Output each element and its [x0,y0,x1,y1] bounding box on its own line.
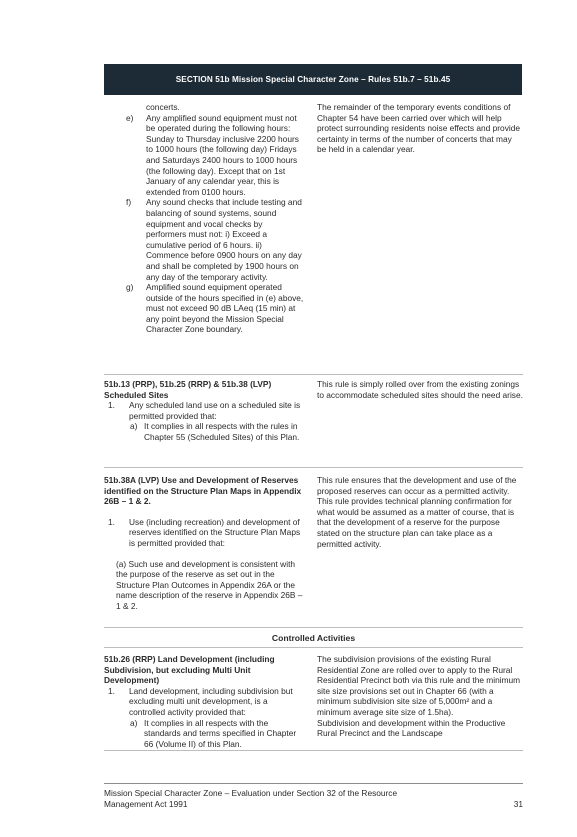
footer-title-line1: Mission Special Character Zone – Evaluation under Section 32 of the Resource [104,788,398,798]
item-text: Any sound checks that include testing and balancing of sound systems, sound equipment and vocal checks by performers must not: i) Exceed a cumulative period of 6 hours. ii) Commence before 0900 hours on any day and shall be completed by 1900 hours on any day of the temporary activity. [146,197,302,282]
page-footer [104,788,523,809]
subitem-text: It complies in all respects with the standards and terms specified in Chapter 66 (Volume II) of this Plan. [144,717,297,749]
block1-lead: concerts. [146,102,180,112]
item-text: Use (including recreation) and development of reserves identified on the Structure Plan Maps is permitted provided that: [129,516,301,548]
item-label: g) [126,282,134,293]
item-label: e) [126,112,134,123]
page-number: 31 [513,798,523,809]
controlled-activities-heading: Controlled Activities [271,633,356,643]
explanation-text: This rule ensures that the development and use of the proposed reserves can occur as a permitted activity. This rule provides technical planning confirmation for what would be assumed as a matter of course, that is that the development of a reserve for the purpose stated on the structure plan can take place as a permitted activity. [317,475,517,549]
block3-item-1 [104,517,304,549]
block2-item-1 [104,400,304,421]
block3-heading: 51b.38A (LVP) Use and Development of Reserves identified on the Structure Plan Maps in Appendix 26B – 1 & 2. [104,475,302,507]
row-divider [104,647,523,648]
block1-item-e [104,113,304,198]
section-banner [104,64,522,95]
block3-rule [104,475,304,612]
block3-explanation [317,475,523,549]
subitem-text: It complies in all respects with the rules in Chapter 55 (Scheduled Sites) of this Plan. [144,421,300,442]
block4-heading: 51b.26 (RRP) Land Development (including Subdivision, but excluding Multi Unit Development) [104,654,275,686]
block4-item-1 [104,686,304,718]
block2-heading: 51b.13 (PRP), 51b.25 (RRP) & 51b.38 (LVP) Scheduled Sites [104,379,272,400]
row-divider [104,627,523,628]
item-number: 1. [108,516,115,527]
explanation-text: The remainder of the temporary events conditions of Chapter 54 have been carried over which will help protect surrounding residents noise effects and provide certainty in terms of the number of concerts that may be held in a calendar year. [317,102,520,155]
item-text: Any amplified sound equipment must not be operated during the following hours: Sunday to Thursday inclusive 2200 hours to 1000 hours (the following day) Fridays and Saturdays 2400 hours to 1000 hours (the following day). Except that on 1st January of any calendar year, this is extended from 0100 hours. [146,112,299,197]
item-label: f) [126,197,132,208]
item-text: Amplified sound equipment operated outside of the hours specified in (e) above, must not exceed 90 dB LAeq (15 min) at any point beyond the Mission Special Character Zone boundary. [146,282,304,335]
row-divider [104,374,523,375]
explanation-text: This rule is simply rolled over from the existing zonings to accommodate scheduled sites should the need arise. [317,379,523,400]
item-text: Any scheduled land use on a scheduled site is permitted provided that: [129,400,301,421]
item-number: 1. [108,400,115,411]
block1-explanation [317,102,523,155]
footer-rule [104,783,523,784]
section-banner-title: SECTION 51b Mission Special Character Zone – Rules 51b.7 – 51b.45 [175,75,451,84]
block2-subitem-a [104,421,304,442]
subitem-label: a) [130,717,138,728]
item-text: Land development, including subdivision but excluding multi unit development, is a controlled activity provided that: [129,685,293,717]
subitem-label: a) [130,421,138,432]
item-number: 1. [108,685,115,696]
block3-subitem-a: (a) Such use and development is consistent with the purpose of the reserve as set out in the Structure Plan Outcomes in Appendix 26A or the name description of the reserve in Appendix 26B – 1 & 2. [116,558,303,611]
block4-rule [104,654,304,749]
block1-item-f [104,197,304,282]
row-divider [104,467,523,468]
block1-item-g [104,282,304,335]
footer-title-line2: Management Act 1991 [104,798,188,809]
block2-rule [104,379,304,443]
explanation-text: The subdivision provisions of the existing Rural Residential Zone are rolled over to apply to the Rural Residential Precinct both via this rule and the minimum site size provisions set out in Chapter 66 (with a minimum subdivision site size of 5,000m² and a minimum average site size of 1.5ha). [317,654,521,717]
block4-subitem-a [104,718,304,750]
block2-explanation [317,379,523,400]
block1-rule [104,102,304,335]
explanation-text: Subdivision and development within the Productive Rural Precinct and the Landscape [317,717,506,739]
block4-explanation [317,654,523,739]
row-divider [104,750,523,751]
